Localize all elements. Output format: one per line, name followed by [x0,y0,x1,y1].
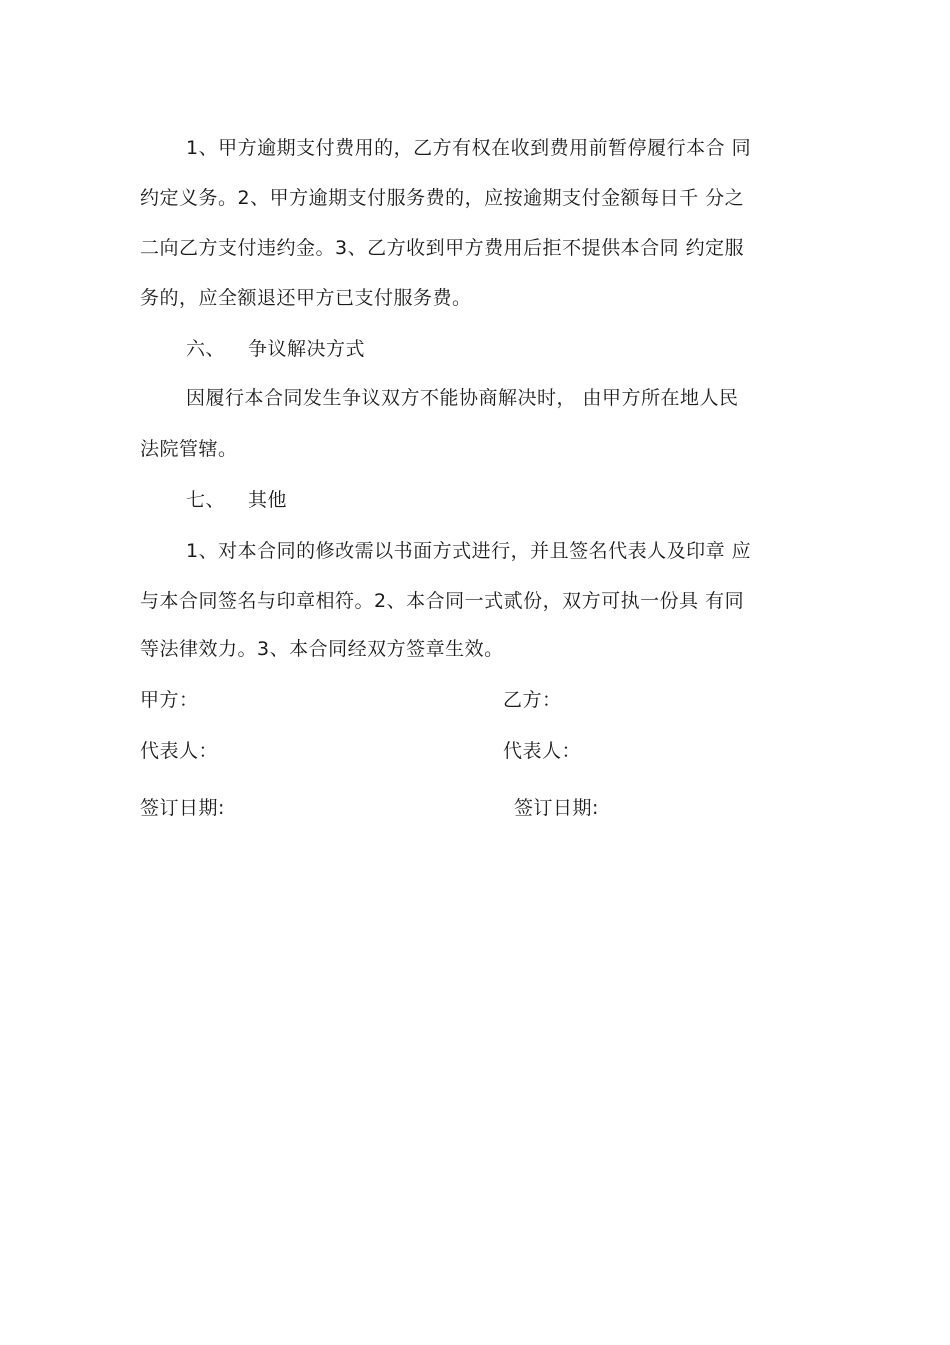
representative-b-label: 代表人： [503,740,582,762]
sign-date-b-label: 签订日期: [514,797,599,819]
paragraph-1-line-1: 1、甲方逾期支付费用的，乙方有权在收到费用前暂停履行本合 同 [186,137,752,159]
paragraph-1-line-3: 二向乙方支付违约金。3、乙方收到甲方费用后拒不提供本合同 约定服 [140,237,745,259]
sign-date-a-label: 签订日期: [140,797,225,819]
section-7-title: 其他 [248,489,288,511]
representative-a-label: 代表人： [140,740,219,762]
section-6-line-1: 因履行本合同发生争议双方不能协商解决时， 由甲方所在地人民 [186,387,739,409]
section-6-title: 争议解决方式 [248,338,366,360]
paragraph-1-line-2: 约定义务。2、甲方逾期支付服务费的，应按逾期支付金额每日千 分之 [140,187,745,209]
section-7-line-1: 1、对本合同的修改需以书面方式进行，并且签名代表人及印章 应 [186,540,752,562]
section-6-heading [186,337,365,361]
section-7-number: 七、 [186,489,226,511]
section-6-number: 六、 [186,338,226,360]
party-a-label: 甲方： [140,689,199,711]
section-7-heading [186,488,287,512]
section-6-line-2: 法院管辖。 [140,438,238,460]
paragraph-1-line-4: 务的，应全额退还甲方已支付服务费。 [140,287,472,309]
section-7-line-2: 与本合同签名与印章相符。2、本合同一式贰份，双方可执一份具 有同 [140,590,745,612]
section-7-line-3: 等法律效力。3、本合同经双方签章生效。 [140,638,504,660]
party-b-label: 乙方： [503,689,562,711]
